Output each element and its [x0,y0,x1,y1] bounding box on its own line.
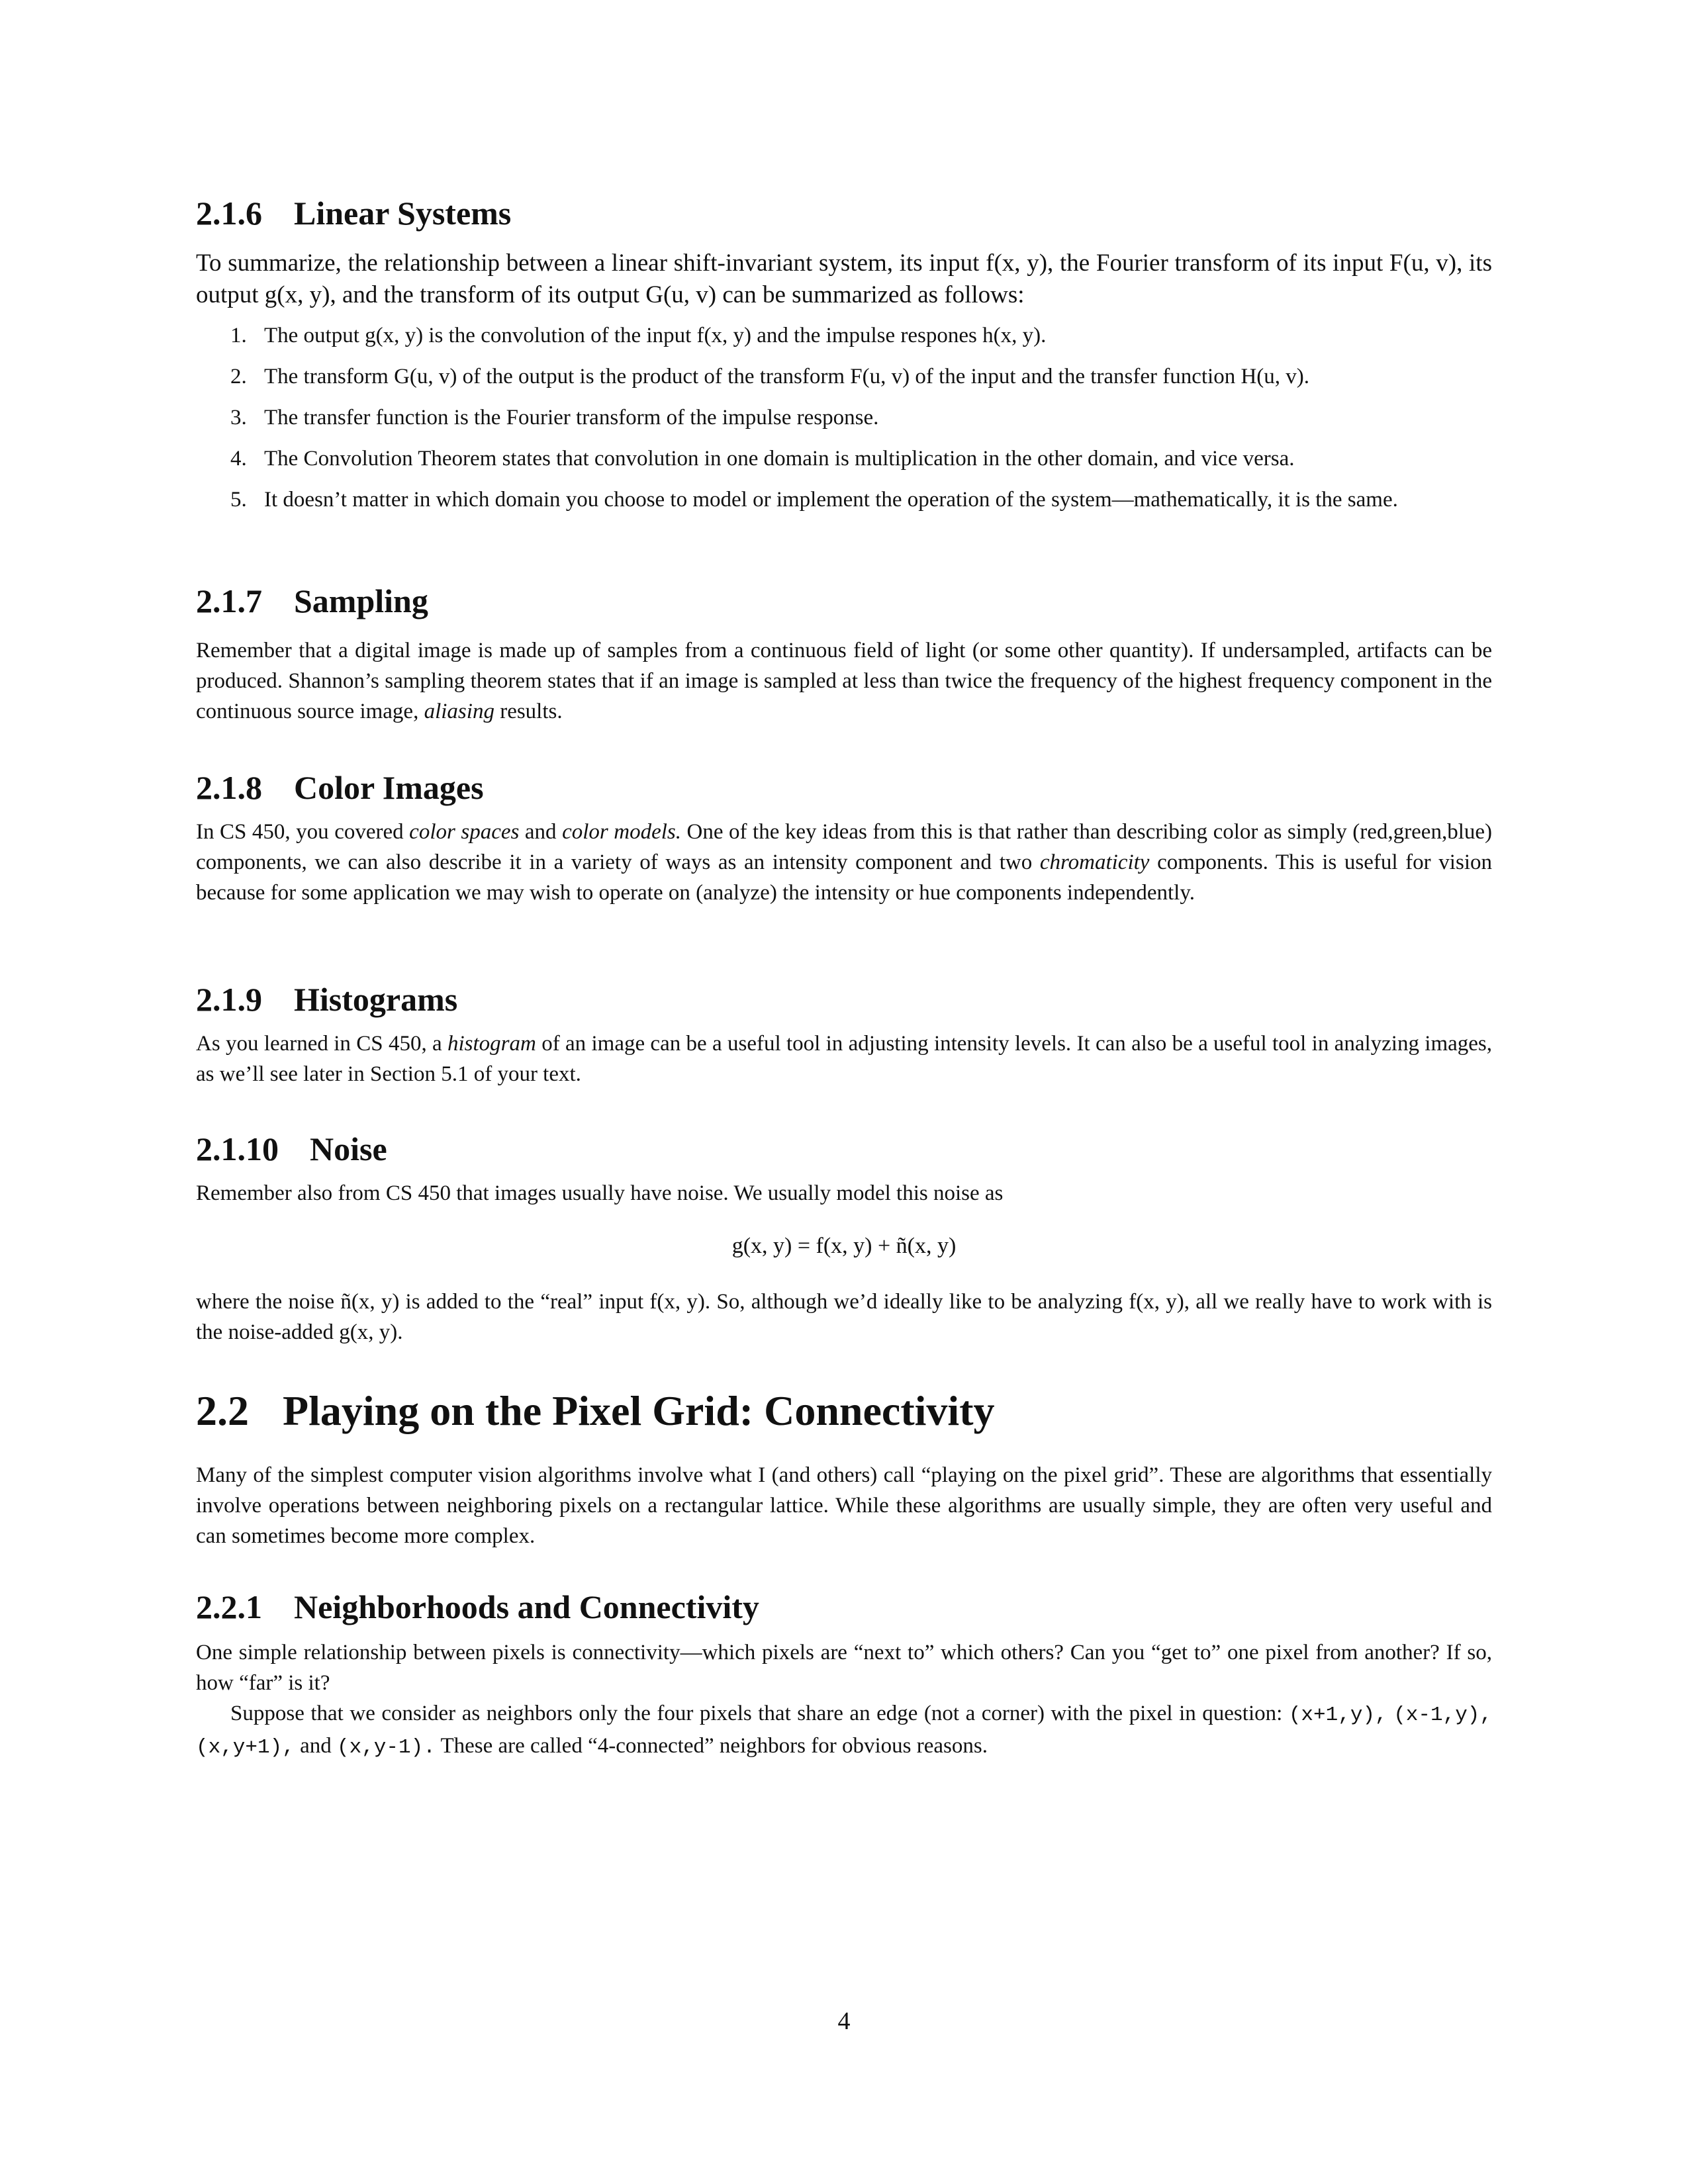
section-title: Neighborhoods and Connectivity [294,1588,759,1625]
section-title: Color Images [294,769,484,806]
section-number: 2.1.8 [196,769,262,806]
list-item-number: 5. [230,488,247,512]
list-item-text: The output g(x, y) is the convolution of the input f(x, y) and the impulse respones h(x, y). [264,324,1047,347]
document-page [196,0,1492,2184]
list-item-text: It doesn’t matter in which domain you choose to model or implement the operation of the system—mathematically, it is the same. [264,488,1398,512]
neighborhoods-paragraph-1: One simple relationship between pixels is connectivity—which pixels are “next to” which others? Can you “get to” one pixel from another? If so, how “far” is it? [196,1641,1492,1695]
sampling-paragraph [196,635,1492,727]
section-number: 2.1.9 [196,981,262,1018]
emphasis-chromaticity: chromaticity [1039,850,1150,874]
neighborhoods-paragraph-2 [196,1698,1492,1763]
list-item [196,320,1492,351]
section-number: 2.1.7 [196,582,262,619]
text-run: results. [500,700,563,723]
emphasis-color-models: color models. [562,820,681,844]
section-number: 2.1.6 [196,195,262,232]
section-title: Playing on the Pixel Grid: Connectivity [283,1387,995,1434]
text-run: As you learned in CS 450, a [196,1032,442,1056]
list-item-number: 2. [230,365,247,388]
linear-systems-intro: To summarize, the relationship between a linear shift-invariant system, its input f(x, y), the Fourier transform of its input F(u, v), its output g(x, y), and the transform of its output G(u, v) can be summarized as follows: [196,250,1492,308]
text-run: and [300,1734,332,1758]
list-item [196,484,1492,515]
heading-sampling [196,581,428,621]
noise-paragraph-2: where the noise ñ(x, y) is added to the “real” input f(x, y). So, although we’d ideally like to be analyzing f(x, y), all we really have to work with is the noise-added g(x, y). [196,1290,1492,1344]
page-number: 4 [837,2007,851,2035]
text-run: of an image can be a useful tool in adjusting intensity levels. It can also be a useful tool in analyzing images, as we’ll see later in Section 5.1 of your text. [196,1032,1493,1086]
section-title: Linear Systems [294,195,512,232]
histograms-paragraph [196,1028,1492,1089]
noise-equation: g(x, y) = f(x, y) + ñ(x, y) [731,1234,957,1258]
noise-paragraph-1: Remember also from CS 450 that images usually have noise. We usually model this noise as [196,1181,1004,1205]
list-item-text: The Convolution Theorem states that convolution in one domain is multiplication in the other domain, and vice versa. [264,447,1295,471]
code-y-minus-1: (x,y-1). [336,1736,436,1759]
section-title: Histograms [294,981,458,1018]
list-item-number: 1. [230,324,247,347]
section-number: 2.2 [196,1387,249,1434]
emphasis-histogram: histogram [447,1032,536,1056]
emphasis-color-spaces: color spaces [409,820,520,844]
text-run: Remember that a digital image is made up of samples from a continuous field of light (or some other quantity). If undersampled, artifacts can be produced. Shannon’s sampling theorem states that if an image is sampled at less than twice the frequency of the highest frequency component in the continuous source image, [196,639,1492,723]
code-y-plus-1: (x,y+1), [196,1736,295,1759]
pixel-grid-paragraph: Many of the simplest computer vision algorithms involve what I (and others) call “playing on the pixel grid”. These are algorithms that essentially involve operations between neighboring pixels on a rectangular lattice. While these algorithms are usually simple, they are often very useful and can sometimes become more complex. [196,1463,1492,1548]
list-item [196,443,1492,474]
list-item-text: The transform G(u, v) of the output is the product of the transform F(u, v) of the input and the transfer function H(u, v). [264,365,1310,388]
list-item [196,361,1492,392]
text-run: In CS 450, you covered [196,820,404,844]
list-item-number: 4. [230,447,247,471]
emphasis-aliasing: aliasing [424,700,494,723]
section-number: 2.2.1 [196,1588,262,1625]
list-item-number: 3. [230,406,247,430]
heading-noise [196,1129,387,1169]
heading-color-images [196,768,484,807]
text-run: Suppose that we consider as neighbors only the four pixels that share an edge (not a corner) with the pixel in question: [230,1702,1283,1725]
section-title: Noise [310,1130,387,1167]
text-run: components. This is useful for vision because for some application we may wish to operate on (analyze) the intensity or hue components independently. [196,850,1492,905]
list-item-text: The transfer function is the Fourier transform of the impulse response. [264,406,879,430]
heading-linear-systems [196,193,511,233]
heading-pixel-grid [196,1386,995,1436]
color-images-paragraph [196,817,1492,908]
linear-systems-list [196,320,1492,515]
list-item [196,402,1492,433]
section-number: 2.1.10 [196,1130,279,1167]
heading-neighborhoods [196,1587,759,1627]
heading-histograms [196,979,457,1019]
section-title: Sampling [294,582,428,619]
text-run: and [524,820,557,844]
text-run: One of the key ideas from this is that rather than describing color as simply (red,green,blue) components, we can also describe it in a variety of ways as an intensity component and two [196,820,1493,874]
code-x-plus-1: (x+1,y), [1288,1704,1387,1727]
code-x-minus-1: (x-1,y), [1393,1704,1493,1727]
text-run: These are called “4-connected” neighbors for obvious reasons. [440,1734,988,1758]
